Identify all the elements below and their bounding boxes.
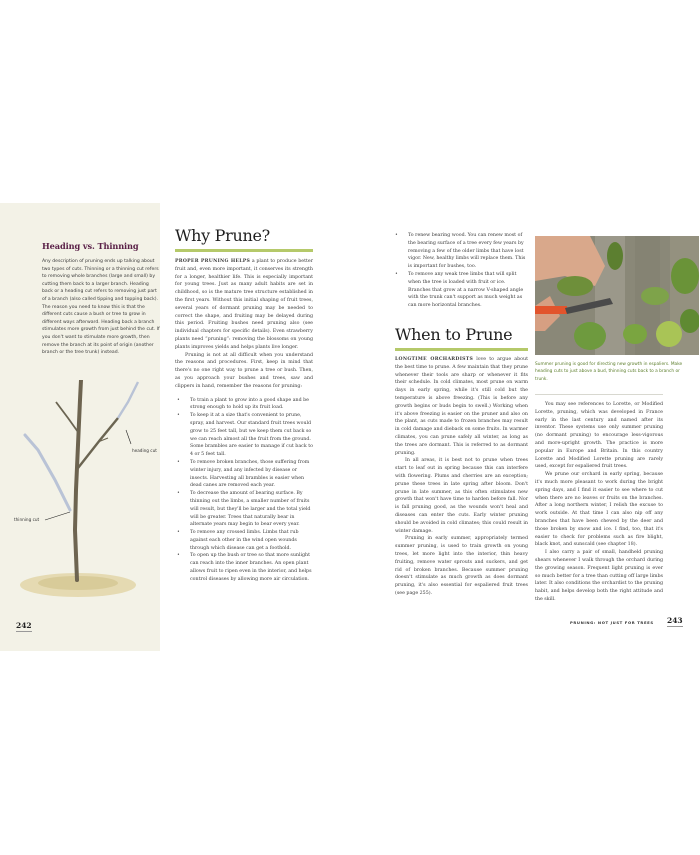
list-item: • To open up the bush or tree so that more sunlight can reach into the inner branches. An open plant allows fruit to ripen even in the interior, and helps control diseases by allowing more air circulation. (190, 552, 313, 583)
paragraph: In all areas, it is best not to prune when trees start to leaf out in spring because this can interfere with flowering. Plums and cherries are an exception; prune these trees in late spring after bloom. Don't prune in late summer, as this often stimulates new growth that won't have time to harden before fall. Nor is fall pruning good, as the wounds won't heal and diseases can enter the cuts. Early winter pruning should be avoided in cold climates; this could result in winter damage. (395, 458, 528, 534)
list-item: • To keep it at a size that's convenient to prune, spray, and harvest. Our standard fruit trees would grow to 25 feet tall, but we keep them cut back so we can reach almost all the fruit from the ground. Some brambles are easier to manage if cut back to 4 or 5 feet tall. (190, 412, 313, 459)
paragraph: Pruning is not at all difficult when you understand the reasons and procedures. First, keep in mind that there's no one right way to prune a tree or bush. Then, as you approach your bushes and trees, saw and clippers in hand, remember the reasons for pruning: (175, 352, 313, 389)
tree-illustration (0, 380, 160, 610)
list-item: • To remove any weak tree limbs that will split when the tree is loaded with fruit or ice. Branches that grow at a narrow V-shaped angle with the trunk can't support as much weight as can more horizontal branches. (408, 271, 528, 310)
pruning-photo (535, 236, 699, 355)
section-title-when-to-prune: When to Prune (395, 325, 513, 344)
title-accent-bar (395, 348, 528, 351)
list-item: • To train a plant to grow into a good shape and be strong enough to hold up its fruit load. (190, 397, 313, 413)
list-item: • To renew bearing wood. You can renew most of the bearing surface of a tree every few years by removing a few of the older limbs that have lost vigor. New, healthy limbs will replace them. This is important for bushes, too. (408, 232, 528, 271)
photo-pruning-shears-icon (535, 236, 699, 355)
paragraph: We prune our orchard in early spring, because it's much more pleasant to work during the bright spring days, and I find it easier to see where to cut when there are no leaves or fruits on the branches. After a long northern winter, I relish the excuse to work outside. At that time I can also nip off any branches that have been chewed by the deer and those broken by snow and ice. I find, too, that it's easier to check for problems such as fire blight, black knot, and sunscald (see chapter 18). (535, 472, 663, 548)
list-item: • To decrease the amount of bearing surface. By thinning out the limbs, a smaller number of fruits will result, but they'll be larger and the total yield will be greater. Trees that naturally bear in alternate years may begin to bear every year. (190, 490, 313, 529)
lead-in: LONGTIME ORCHARDISTS (395, 357, 474, 362)
page-number-right: 243 (667, 616, 683, 625)
paragraph: I also carry a pair of small, handheld pruning shears whenever I walk through the orchard during the growing season. Frequent light pruning is ever so much better for a tree than cutting off large limbs later. It also conditions the orchardist to the pruning habit, and helps develop both the right attitude and the skill. (535, 550, 663, 602)
paragraph: Pruning in early summer, appropriately termed summer pruning, is used to train growth on young trees, let more light into the interior, thin heavy fruiting, remove water sprouts and suckers, and get rid of broken branches. Because summer pruning doesn't stimulate as much growth as does dormant pruning, it's also essential for espaliered fruit trees (see page 255). (395, 536, 528, 596)
sidebar-body: Any description of pruning ends up talking about two types of cuts. Thinning or a thinning cut refers to removing whole branches (large and small) by cutting them back to a larger branch. Heading back or a heading cut refers to removing just part of a branch (also called tipping and topping back). The reason you need to know this is that the different cuts cause a bush or tree to grow in different ways afterward. Heading back a branch stimulates more growth from just behind the cut. If you don't want to stimulate more growth, then remove the branch at its point of origin (another branch or the tree trunk) instead. (42, 259, 160, 356)
sidebar-title: Heading vs. Thinning (42, 241, 139, 251)
thinning-cut-label: thinning cut (14, 517, 40, 522)
list-item: • To remove any crossed limbs. Limbs that rub against each other in the wind open wounds through which disease can get a foothold. (190, 529, 313, 552)
heading-cut-label: heading cut (132, 448, 157, 453)
when-to-prune-column (395, 356, 528, 598)
list-item: • To remove broken branches, those suffering from winter injury, and any infected by disease or insects. Harvesting all brambles is easier when dead canes are removed each year. (190, 459, 313, 490)
tree-drawing-icon (0, 380, 160, 610)
lead-in: PROPER PRUNING HELPS (175, 259, 251, 264)
running-head: PRUNING: NOT JUST FOR TREES (570, 620, 654, 625)
why-prune-column (175, 258, 313, 584)
paragraph: You may see references to Lorette, or Modified Lorette, pruning, which was developed in France early in the last century and named after its inventor. These systems use only summer pruning (no dormant pruning) to encourage less-vigorous and more-upright growth. The practice is more popular in Europe and Britain. In this country Lorette and Modified Lorette pruning are rarely used, except for espaliered fruit trees. (535, 402, 663, 470)
reasons-list-continued (393, 232, 528, 310)
paragraph: a plant to produce better fruit and, even more important, it conserves its strength for a longer, healthier life. This is especially important for young trees. Just as many adult habits are set in childhood, so is the mature tree structure established in the first years. Without this initial shaping of fruit trees, several years of dormant pruning may be needed to correct the shape, and fruiting may be delayed during this period. Fruiting bushes need pruning also (see individual chapters for specific details). Even strawberry plants need “pruning”: removing the blossoms on young plants improves yields and helps plants live longer. (175, 259, 313, 350)
caption-divider (535, 394, 663, 395)
bullets-continued-column (393, 232, 528, 310)
right-column (535, 401, 663, 604)
paragraph: love to argue about the best time to prune. A few maintain that they prune whenever their tools are sharp or whenever it fits their schedule. In cold climates, most prune on warm days in early spring, while it's still cold but the temperature is above freezing. (This is before any growth begins or buds begin to swell.) Working when it's above freezing is easier on the pruner and also on the plant, as cuts made to frozen branches may result in cold damage and dieback on some fruits. In warmer climates, you can prune safely all winter, as long as the trees are dormant. This is referred to as dormant pruning. (395, 357, 528, 456)
section-title-why-prune: Why Prune? (175, 226, 270, 245)
page-number-left: 242 (16, 621, 32, 630)
photo-caption: Summer pruning is good for directing new growth in espaliers. Make heading cuts to just above a bud, thinning cuts back to a branch or trunk. (535, 362, 683, 382)
reasons-list (175, 397, 313, 584)
title-accent-bar (175, 249, 313, 252)
